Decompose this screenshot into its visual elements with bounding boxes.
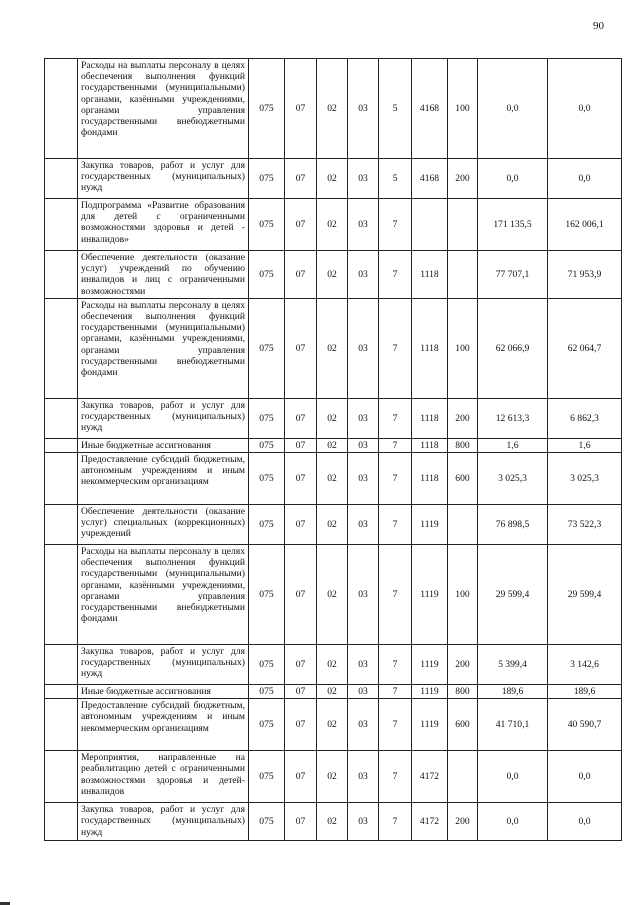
code-cell-c7: 100 bbox=[448, 298, 478, 398]
expense-name-cell: Закупка товаров, работ и услуг для государственных (муниципальных) нужд bbox=[78, 159, 249, 199]
code-cell-c5: 7 bbox=[379, 453, 412, 505]
code-cell-c6: 1119 bbox=[412, 545, 448, 645]
code-cell-c3: 02 bbox=[317, 699, 348, 751]
code-cell-c2: 07 bbox=[285, 453, 317, 505]
code-cell-c2: 07 bbox=[285, 751, 317, 803]
code-cell-c5: 7 bbox=[379, 751, 412, 803]
code-cell-c4: 03 bbox=[348, 803, 379, 841]
table-row bbox=[45, 699, 622, 751]
code-cell-v1: 77 707,1 bbox=[478, 251, 548, 299]
budget-table bbox=[44, 58, 622, 841]
blank-cell bbox=[45, 59, 78, 159]
code-cell-c7: 200 bbox=[448, 645, 478, 685]
code-cell-c6: 4172 bbox=[412, 751, 448, 803]
code-cell-c5: 7 bbox=[379, 545, 412, 645]
code-cell-c5: 7 bbox=[379, 803, 412, 841]
code-cell-c2: 07 bbox=[285, 699, 317, 751]
code-cell-c5: 5 bbox=[379, 59, 412, 159]
code-cell-c2: 07 bbox=[285, 645, 317, 685]
code-cell-c1: 075 bbox=[249, 505, 285, 545]
code-cell-c5: 7 bbox=[379, 398, 412, 438]
code-cell-v2: 62 064,7 bbox=[548, 298, 622, 398]
code-cell-c4: 03 bbox=[348, 545, 379, 645]
code-cell-c2: 07 bbox=[285, 298, 317, 398]
blank-cell bbox=[45, 505, 78, 545]
code-cell-v2: 73 522,3 bbox=[548, 505, 622, 545]
code-cell-c1: 075 bbox=[249, 545, 285, 645]
code-cell-c7: 200 bbox=[448, 398, 478, 438]
code-cell-v2: 6 862,3 bbox=[548, 398, 622, 438]
code-cell-c7: 600 bbox=[448, 699, 478, 751]
code-cell-c2: 07 bbox=[285, 199, 317, 251]
code-cell-c5: 7 bbox=[379, 438, 412, 452]
code-cell-c1: 075 bbox=[249, 685, 285, 699]
code-cell-v2: 162 006,1 bbox=[548, 199, 622, 251]
code-cell-c4: 03 bbox=[348, 298, 379, 398]
code-cell-c6: 1118 bbox=[412, 398, 448, 438]
code-cell-v1: 12 613,3 bbox=[478, 398, 548, 438]
code-cell-v2: 3 142,6 bbox=[548, 645, 622, 685]
code-cell-c7: 800 bbox=[448, 438, 478, 452]
expense-name-cell: Расходы на выплаты персоналу в целях обеспечения выполнения функций государственными (муниципальными) органами, казёнными учреждениями, органами управления государственными внебюджетными фондами bbox=[78, 59, 249, 159]
code-cell-v2: 1,6 bbox=[548, 438, 622, 452]
table-row bbox=[45, 438, 622, 452]
code-cell-c6: 1118 bbox=[412, 453, 448, 505]
code-cell-c3: 02 bbox=[317, 751, 348, 803]
code-cell-v2: 189,6 bbox=[548, 685, 622, 699]
code-cell-c3: 02 bbox=[317, 645, 348, 685]
expense-name-cell: Иные бюджетные ассигнования bbox=[78, 438, 249, 452]
code-cell-c7 bbox=[448, 751, 478, 803]
code-cell-v2: 71 953,9 bbox=[548, 251, 622, 299]
blank-cell bbox=[45, 398, 78, 438]
table-row bbox=[45, 59, 622, 159]
code-cell-c4: 03 bbox=[348, 438, 379, 452]
code-cell-c1: 075 bbox=[249, 398, 285, 438]
table-row bbox=[45, 685, 622, 699]
code-cell-v2: 29 599,4 bbox=[548, 545, 622, 645]
table-row bbox=[45, 398, 622, 438]
code-cell-c5: 7 bbox=[379, 298, 412, 398]
expense-name-cell: Закупка товаров, работ и услуг для государственных (муниципальных) нужд bbox=[78, 398, 249, 438]
code-cell-c3: 02 bbox=[317, 59, 348, 159]
code-cell-c7: 800 bbox=[448, 685, 478, 699]
code-cell-v1: 189,6 bbox=[478, 685, 548, 699]
expense-name-cell: Предоставление субсидий бюджетным, автономным учреждениям и иным некоммерческим организациям bbox=[78, 453, 249, 505]
code-cell-c3: 02 bbox=[317, 199, 348, 251]
code-cell-c5: 7 bbox=[379, 685, 412, 699]
code-cell-v2: 0,0 bbox=[548, 159, 622, 199]
code-cell-c5: 7 bbox=[379, 645, 412, 685]
code-cell-c1: 075 bbox=[249, 59, 285, 159]
blank-cell bbox=[45, 298, 78, 398]
code-cell-c4: 03 bbox=[348, 59, 379, 159]
blank-cell bbox=[45, 199, 78, 251]
blank-cell bbox=[45, 803, 78, 841]
code-cell-c2: 07 bbox=[285, 803, 317, 841]
code-cell-v1: 3 025,3 bbox=[478, 453, 548, 505]
code-cell-v1: 171 135,5 bbox=[478, 199, 548, 251]
table-body bbox=[45, 59, 622, 841]
code-cell-c1: 075 bbox=[249, 699, 285, 751]
code-cell-c6: 1119 bbox=[412, 645, 448, 685]
blank-cell bbox=[45, 685, 78, 699]
code-cell-c3: 02 bbox=[317, 298, 348, 398]
code-cell-c3: 02 bbox=[317, 453, 348, 505]
code-cell-v2: 0,0 bbox=[548, 751, 622, 803]
table-row bbox=[45, 505, 622, 545]
code-cell-v1: 0,0 bbox=[478, 751, 548, 803]
code-cell-c1: 075 bbox=[249, 438, 285, 452]
table-row bbox=[45, 251, 622, 299]
table-row bbox=[45, 545, 622, 645]
code-cell-c7: 200 bbox=[448, 159, 478, 199]
code-cell-c3: 02 bbox=[317, 398, 348, 438]
expense-name-cell: Расходы на выплаты персоналу в целях обеспечения выполнения функций государственными (муниципальными) органами, казёнными учреждениями, органами управления государственными внебюджетными фондами bbox=[78, 298, 249, 398]
code-cell-c1: 075 bbox=[249, 251, 285, 299]
code-cell-c4: 03 bbox=[348, 251, 379, 299]
table-row bbox=[45, 751, 622, 803]
table-row bbox=[45, 645, 622, 685]
code-cell-c4: 03 bbox=[348, 505, 379, 545]
blank-cell bbox=[45, 251, 78, 299]
code-cell-v2: 0,0 bbox=[548, 59, 622, 159]
expense-name-cell: Закупка товаров, работ и услуг для государственных (муниципальных) нужд bbox=[78, 803, 249, 841]
code-cell-v1: 0,0 bbox=[478, 59, 548, 159]
code-cell-c5: 7 bbox=[379, 699, 412, 751]
code-cell-c2: 07 bbox=[285, 545, 317, 645]
code-cell-c1: 075 bbox=[249, 199, 285, 251]
code-cell-v1: 0,0 bbox=[478, 159, 548, 199]
code-cell-c4: 03 bbox=[348, 699, 379, 751]
code-cell-c5: 7 bbox=[379, 505, 412, 545]
blank-cell bbox=[45, 545, 78, 645]
code-cell-c4: 03 bbox=[348, 159, 379, 199]
expense-name-cell: Иные бюджетные ассигнования bbox=[78, 685, 249, 699]
code-cell-c6 bbox=[412, 199, 448, 251]
expense-name-cell: Расходы на выплаты персоналу в целях обеспечения выполнения функций государственными (муниципальными) органами, казёнными учреждениями, органами управления государственными внебюджетными фондами bbox=[78, 545, 249, 645]
expense-name-cell: Предоставление субсидий бюджетным, автономным учреждениям и иным некоммерческим организациям bbox=[78, 699, 249, 751]
code-cell-c6: 1119 bbox=[412, 505, 448, 545]
code-cell-v2: 3 025,3 bbox=[548, 453, 622, 505]
code-cell-c6: 1119 bbox=[412, 685, 448, 699]
code-cell-v1: 29 599,4 bbox=[478, 545, 548, 645]
blank-cell bbox=[45, 159, 78, 199]
code-cell-v1: 1,6 bbox=[478, 438, 548, 452]
code-cell-c2: 07 bbox=[285, 505, 317, 545]
code-cell-c1: 075 bbox=[249, 453, 285, 505]
code-cell-c4: 03 bbox=[348, 751, 379, 803]
code-cell-c2: 07 bbox=[285, 59, 317, 159]
code-cell-c3: 02 bbox=[317, 803, 348, 841]
code-cell-c7: 600 bbox=[448, 453, 478, 505]
code-cell-v1: 41 710,1 bbox=[478, 699, 548, 751]
code-cell-c6: 4168 bbox=[412, 159, 448, 199]
table-row bbox=[45, 453, 622, 505]
code-cell-c6: 1118 bbox=[412, 438, 448, 452]
blank-cell bbox=[45, 645, 78, 685]
code-cell-v1: 0,0 bbox=[478, 803, 548, 841]
code-cell-c3: 02 bbox=[317, 438, 348, 452]
expense-name-cell: Обеспечение деятельности (оказание услуг) специальных (коррекционных) учреждений bbox=[78, 505, 249, 545]
code-cell-c5: 5 bbox=[379, 159, 412, 199]
table-row bbox=[45, 159, 622, 199]
blank-cell bbox=[45, 699, 78, 751]
code-cell-c7: 100 bbox=[448, 545, 478, 645]
code-cell-c7: 100 bbox=[448, 59, 478, 159]
code-cell-c6: 1118 bbox=[412, 251, 448, 299]
table-row bbox=[45, 298, 622, 398]
code-cell-c6: 1119 bbox=[412, 699, 448, 751]
code-cell-c2: 07 bbox=[285, 398, 317, 438]
code-cell-c2: 07 bbox=[285, 159, 317, 199]
code-cell-c7: 200 bbox=[448, 803, 478, 841]
code-cell-c1: 075 bbox=[249, 298, 285, 398]
code-cell-c6: 1118 bbox=[412, 298, 448, 398]
code-cell-c3: 02 bbox=[317, 505, 348, 545]
code-cell-c4: 03 bbox=[348, 645, 379, 685]
code-cell-c2: 07 bbox=[285, 251, 317, 299]
code-cell-c7 bbox=[448, 199, 478, 251]
code-cell-c3: 02 bbox=[317, 545, 348, 645]
expense-name-cell: Мероприятия, направленные на реабилитацию детей с ограниченными возможностями здоровья и детей-инвалидов bbox=[78, 751, 249, 803]
code-cell-c7 bbox=[448, 251, 478, 299]
code-cell-c1: 075 bbox=[249, 751, 285, 803]
expense-name-cell: Подпрограмма «Развитие образования для детей с ограниченными возможностями здоровья и детей - инвалидов» bbox=[78, 199, 249, 251]
code-cell-c4: 03 bbox=[348, 199, 379, 251]
code-cell-c2: 07 bbox=[285, 685, 317, 699]
code-cell-c4: 03 bbox=[348, 685, 379, 699]
code-cell-c7 bbox=[448, 505, 478, 545]
expense-name-cell: Обеспечение деятельности (оказание услуг) учреждений по обучению инвалидов и лиц с ограниченными возможностями bbox=[78, 251, 249, 299]
code-cell-v1: 5 399,4 bbox=[478, 645, 548, 685]
table-row bbox=[45, 803, 622, 841]
code-cell-c1: 075 bbox=[249, 159, 285, 199]
code-cell-c5: 7 bbox=[379, 199, 412, 251]
code-cell-c5: 7 bbox=[379, 251, 412, 299]
code-cell-c3: 02 bbox=[317, 685, 348, 699]
code-cell-v1: 76 898,5 bbox=[478, 505, 548, 545]
page-number: 90 bbox=[593, 20, 604, 32]
code-cell-v2: 0,0 bbox=[548, 803, 622, 841]
code-cell-c1: 075 bbox=[249, 803, 285, 841]
code-cell-c6: 4172 bbox=[412, 803, 448, 841]
code-cell-c2: 07 bbox=[285, 438, 317, 452]
blank-cell bbox=[45, 751, 78, 803]
code-cell-c6: 4168 bbox=[412, 59, 448, 159]
code-cell-v2: 40 590,7 bbox=[548, 699, 622, 751]
blank-cell bbox=[45, 453, 78, 505]
code-cell-c3: 02 bbox=[317, 159, 348, 199]
code-cell-v1: 62 066,9 bbox=[478, 298, 548, 398]
table-row bbox=[45, 199, 622, 251]
blank-cell bbox=[45, 438, 78, 452]
expense-name-cell: Закупка товаров, работ и услуг для государственных (муниципальных) нужд bbox=[78, 645, 249, 685]
code-cell-c4: 03 bbox=[348, 453, 379, 505]
code-cell-c1: 075 bbox=[249, 645, 285, 685]
code-cell-c3: 02 bbox=[317, 251, 348, 299]
code-cell-c4: 03 bbox=[348, 398, 379, 438]
